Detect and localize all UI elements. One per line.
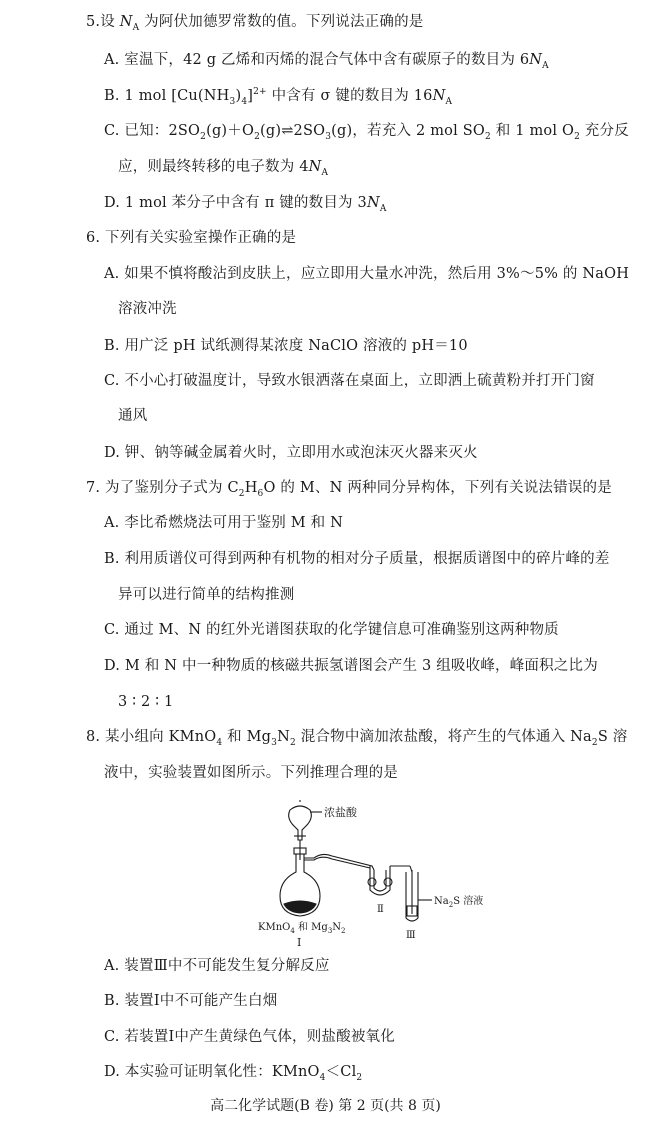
q6-option-c: C. 不小心打破温度计，导致水银洒落在桌面上，立即洒上硫黄粉并打开门窗: [104, 373, 595, 389]
q5-stem: [86, 12, 423, 32]
q5-b-text: B. 1 mol [Cu(NH: [104, 88, 230, 104]
q5-c-sub: 2: [484, 131, 491, 142]
solution-label-part: Na: [434, 896, 449, 907]
q5-option-c-cont: [118, 157, 328, 177]
q8-option-d: [104, 1062, 362, 1082]
q7-stem-part: O 的 M、N 两种同分异构体，下列有关说法错误的是: [263, 480, 612, 496]
q8-d-text: D. 本实验可证明氧化性：KMnO: [104, 1064, 320, 1080]
q7-stem-sub: 2: [238, 488, 245, 499]
q6-option-a: A. 如果不慎将酸沾到皮肤上，应立即用大量水冲洗，然后用 3%～5% 的 NaOH: [104, 266, 630, 282]
q5-d-na-sub: A: [379, 203, 387, 214]
q7-option-c: C. 通过 M、N 的红外光谱图获取的化学键信息可准确鉴别这两种物质: [104, 622, 559, 638]
q5-stem-part: 为阿伏加德罗常数的值。下列说法正确的是: [139, 14, 424, 30]
q5-b-text: 中含有 σ 键的数目为 16: [266, 88, 433, 104]
flask-label-sub: 2: [341, 927, 346, 935]
q7-option-d: D. M 和 N 中一种物质的核磁共振氢谱图会产生 3 组吸收峰，峰面积之比为: [104, 658, 598, 674]
q5-na: N: [119, 14, 133, 30]
q5-c-sub: 3: [325, 131, 332, 142]
solution-label: [434, 894, 483, 909]
q7-stem-part: 7. 为了鉴别分子式为 C: [86, 480, 239, 496]
q5-b-text: ): [235, 88, 242, 104]
q5-b-na-sub: A: [445, 96, 453, 107]
q8-stem-sub: 4: [216, 737, 223, 748]
label-ii: Ⅱ: [377, 904, 384, 915]
q5-number: 5.: [86, 14, 101, 30]
q5-c-line2: 应，则最终转移的电子数为 4: [118, 159, 309, 175]
q8-stem-part: 混合物中滴加浓盐酸，将产生的气体通入 Na: [295, 729, 592, 745]
q7-option-a: A. 李比希燃烧法可用于鉴别 M 和 N: [104, 515, 344, 531]
q5-d-text: D. 1 mol 苯分子中含有 π 键的数目为 3: [104, 195, 367, 211]
q8-d-text: ＜Cl: [325, 1064, 357, 1080]
q7-option-b: B. 利用质谱仪可得到两种有机物的相对分子质量，根据质谱图中的碎片峰的差: [104, 551, 610, 567]
label-iii: Ⅲ: [406, 930, 416, 941]
q5-b-sub: 4: [241, 96, 248, 107]
q6-option-c-cont: 通风: [118, 408, 148, 424]
q5-a-na-sub: A: [542, 60, 549, 71]
flask-label-sub: 4: [290, 927, 295, 935]
q8-stem-sub: 2: [591, 737, 598, 748]
q8-stem-cont: 液中，实验装置如图所示。下列推理合理的是: [104, 765, 398, 781]
q5-option-c: [104, 121, 629, 141]
q5-c-sub: 2: [574, 131, 580, 142]
q8-option-a: A. 装置Ⅲ中不可能发生复分解反应: [104, 958, 330, 974]
q5-na-sub: A: [132, 22, 140, 33]
solution-label-part: S 溶液: [453, 896, 484, 907]
q5-c-sub: 2: [254, 131, 261, 142]
q6-option-b: B. 用广泛 pH 试纸测得某浓度 NaClO 溶液的 pH＝10: [104, 338, 468, 354]
q8-stem-part: 8. 某小组向 KMnO: [86, 729, 217, 745]
q7-option-d-cont: 3 ∶ 2 ∶ 1: [118, 694, 174, 710]
q5-option-a: [104, 50, 549, 70]
q6-option-d: D. 钾、钠等碱金属着火时，立即用水或泡沫灭火器来灭火: [104, 445, 478, 461]
separatory-funnel: [289, 806, 312, 840]
q8-stem-part: S 溶: [597, 729, 628, 745]
q8-d-sub: 4: [319, 1072, 326, 1083]
q5-c-sub: 2: [200, 131, 207, 142]
solution-label-sub: 2: [448, 901, 454, 909]
q5-a-na: N: [529, 52, 543, 68]
q8-d-sub: 2: [356, 1072, 363, 1083]
delivery-tube: [304, 854, 374, 870]
flask-label-part: N: [332, 922, 342, 933]
q8-stem-part: N: [277, 729, 290, 745]
q5-c-text: C. 已知：2SO: [104, 123, 201, 139]
q6-stem: 6. 下列有关实验室操作正确的是: [86, 230, 297, 246]
q8-stem-sub: 3: [271, 737, 278, 748]
q8-stem-sub: 2: [289, 737, 296, 748]
q8-option-c: C. 若装置Ⅰ中产生黄绿色气体，则盐酸被氧化: [104, 1029, 395, 1045]
q5-a-text: A. 室温下，42 g 乙烯和丙烯的混合气体中含有碳原子的数目为 6: [104, 52, 530, 68]
q5-stem-part: 设: [100, 14, 120, 30]
q5-b-sup: 2+: [253, 87, 267, 98]
q8-option-b: B. 装置Ⅰ中不可能产生白烟: [104, 993, 278, 1009]
q5-b-text: ]: [247, 88, 254, 104]
q5-b-sub: 3: [229, 96, 236, 107]
q8-stem: [86, 727, 627, 747]
q5-c-text: 充分反: [580, 123, 629, 139]
q5-c-na: N: [308, 159, 322, 175]
q5-c-text: 和 1 mol O: [490, 123, 575, 139]
q5-c-text: (g)＋O: [206, 123, 255, 139]
q6-option-a-cont: 溶液冲洗: [118, 301, 177, 317]
q8-stem-part: 和 Mg: [222, 729, 272, 745]
q5-b-na: N: [432, 88, 446, 104]
flask-label-part: 和 Mg: [294, 922, 328, 933]
q5-option-b: [104, 86, 452, 106]
q7-option-b-cont: 异可以进行简单的结构推测: [118, 587, 295, 603]
apparatus-diagram: [258, 800, 562, 950]
q5-c-na-sub: A: [321, 167, 329, 178]
q7-stem-sub: 6: [257, 488, 264, 499]
flask-label-part: KMnO: [258, 922, 291, 933]
q7-stem: [86, 478, 612, 498]
q5-c-text: (g)，若充入 2 mol SO: [331, 123, 485, 139]
q7-stem-part: H: [244, 480, 258, 496]
label-i: Ⅰ: [297, 936, 302, 949]
q5-c-text: (g)⇌2SO: [260, 123, 326, 139]
page-footer: 高二化学试题(B 卷) 第 2 页(共 8 页): [210, 1098, 441, 1114]
flask-label: [258, 921, 346, 935]
acid-label: 浓盐酸: [324, 806, 357, 819]
q5-option-d: [104, 193, 387, 213]
flask-label-sub: 3: [327, 927, 333, 935]
q5-d-na: N: [366, 195, 380, 211]
